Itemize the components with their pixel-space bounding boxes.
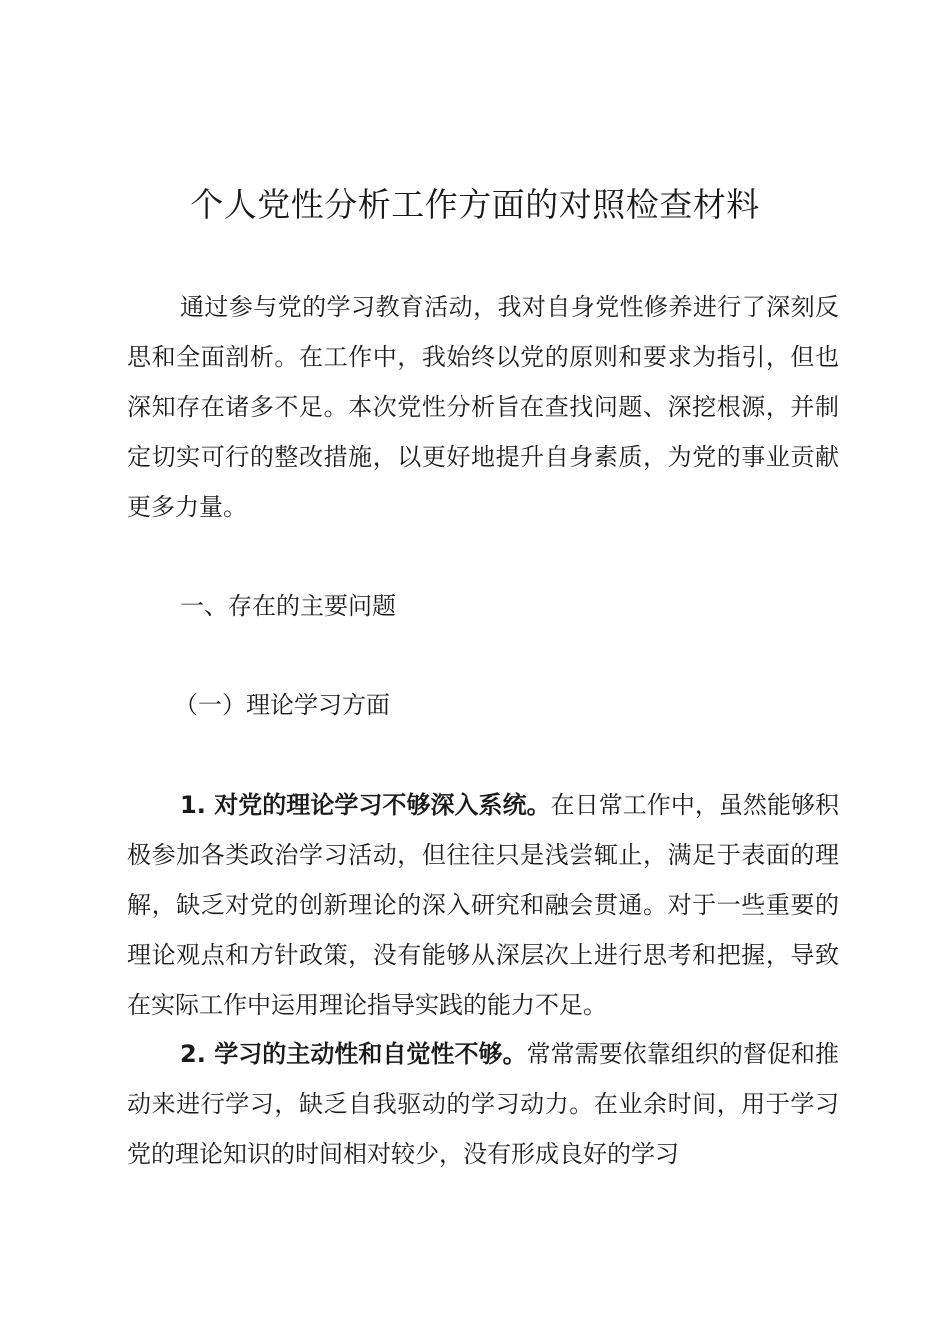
item-1-body: 在日常工作中，虽然能够积极参加各类政治学习活动，但往往只是浅尝辄止，满足于表面的理解，缺乏对党的创新理论的深入研究和融会贯通。对于一些重要的理论观点和方针政策，没有能够从深层次上进行思考和把握，导致在实际工作中运用理论指导实践的能力不足。 <box>127 791 840 1019</box>
item-2-lead: 2. 学习的主动性和自觉性不够。 <box>180 1040 527 1068</box>
item-1-paragraph <box>127 780 839 1030</box>
item-2-body: 常常需要依靠组织的督促和推动来进行学习，缺乏自我驱动的学习动力。在业余时间，用于学习党的理论知识的时间相对较少，没有形成良好的学习 <box>127 1040 840 1168</box>
document-title: 个人党性分析工作方面的对照检查材料 <box>190 185 760 224</box>
subsection-heading: （一）理论学习方面 <box>174 691 390 719</box>
section-heading: 一、存在的主要问题 <box>180 592 396 620</box>
item-1-lead: 1. 对党的理论学习不够深入系统。 <box>180 791 551 819</box>
item-2-paragraph <box>127 1029 839 1179</box>
intro-paragraph: 通过参与党的学习教育活动，我对自身党性修养进行了深刻反思和全面剖析。在工作中，我始终以党的原则和要求为指引，但也深知存在诸多不足。本次党性分析旨在查找问题、深挖根源，并制定切实可行的整改措施，以更好地提升自身素质，为党的事业贡献更多力量。 <box>127 293 839 521</box>
